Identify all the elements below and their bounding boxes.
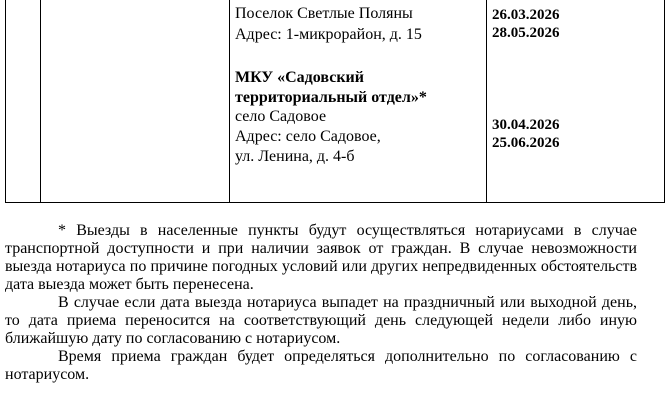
column-divider-2 (229, 0, 230, 203)
footnote-paragraph: Время приема граждан будет определяться дополнительно по согласованию с нотариусом. (5, 348, 637, 383)
column-divider-3 (486, 0, 487, 203)
location-address-line2: ул. Ленина, д. 4-б (235, 148, 355, 165)
date-item: 26.03.2026 (492, 7, 560, 23)
table-border-left (5, 0, 6, 203)
footnotes (5, 222, 637, 384)
table-border-right (664, 0, 665, 203)
date-item: 30.04.2026 (492, 117, 560, 133)
location-address: Адрес: 1-микрорайон, д. 15 (235, 26, 422, 43)
date-item: 28.05.2026 (492, 25, 560, 41)
table-bottom-border (5, 202, 664, 203)
org-name-line2: территориальный отдел»* (235, 89, 427, 106)
location-name: Поселок Светлые Поляны (235, 5, 413, 22)
footnote-paragraph: * Выезды в населенные пункты будут осуществляться нотариусами в случае транспортной доступности и при наличии заявок от граждан. В случае невозможности выезда нотариуса по причине погодных условий или других непредвиденных обстоятельств дата выезда может быть перенесена. (5, 222, 637, 293)
date-item: 25.06.2026 (492, 135, 560, 151)
org-name-line1: МКУ «Садовский (235, 69, 364, 86)
location-address-line1: Адрес: село Садовое, (235, 128, 381, 145)
location-name: село Садовое (235, 108, 327, 125)
column-divider-1 (40, 0, 41, 203)
footnote-paragraph: В случае если дата выезда нотариуса выпадет на праздничный или выходной день, то дата приема переносится на соответствующий день следующей недели либо иную ближайшую дату по согласованию с нотариусом. (5, 294, 637, 347)
